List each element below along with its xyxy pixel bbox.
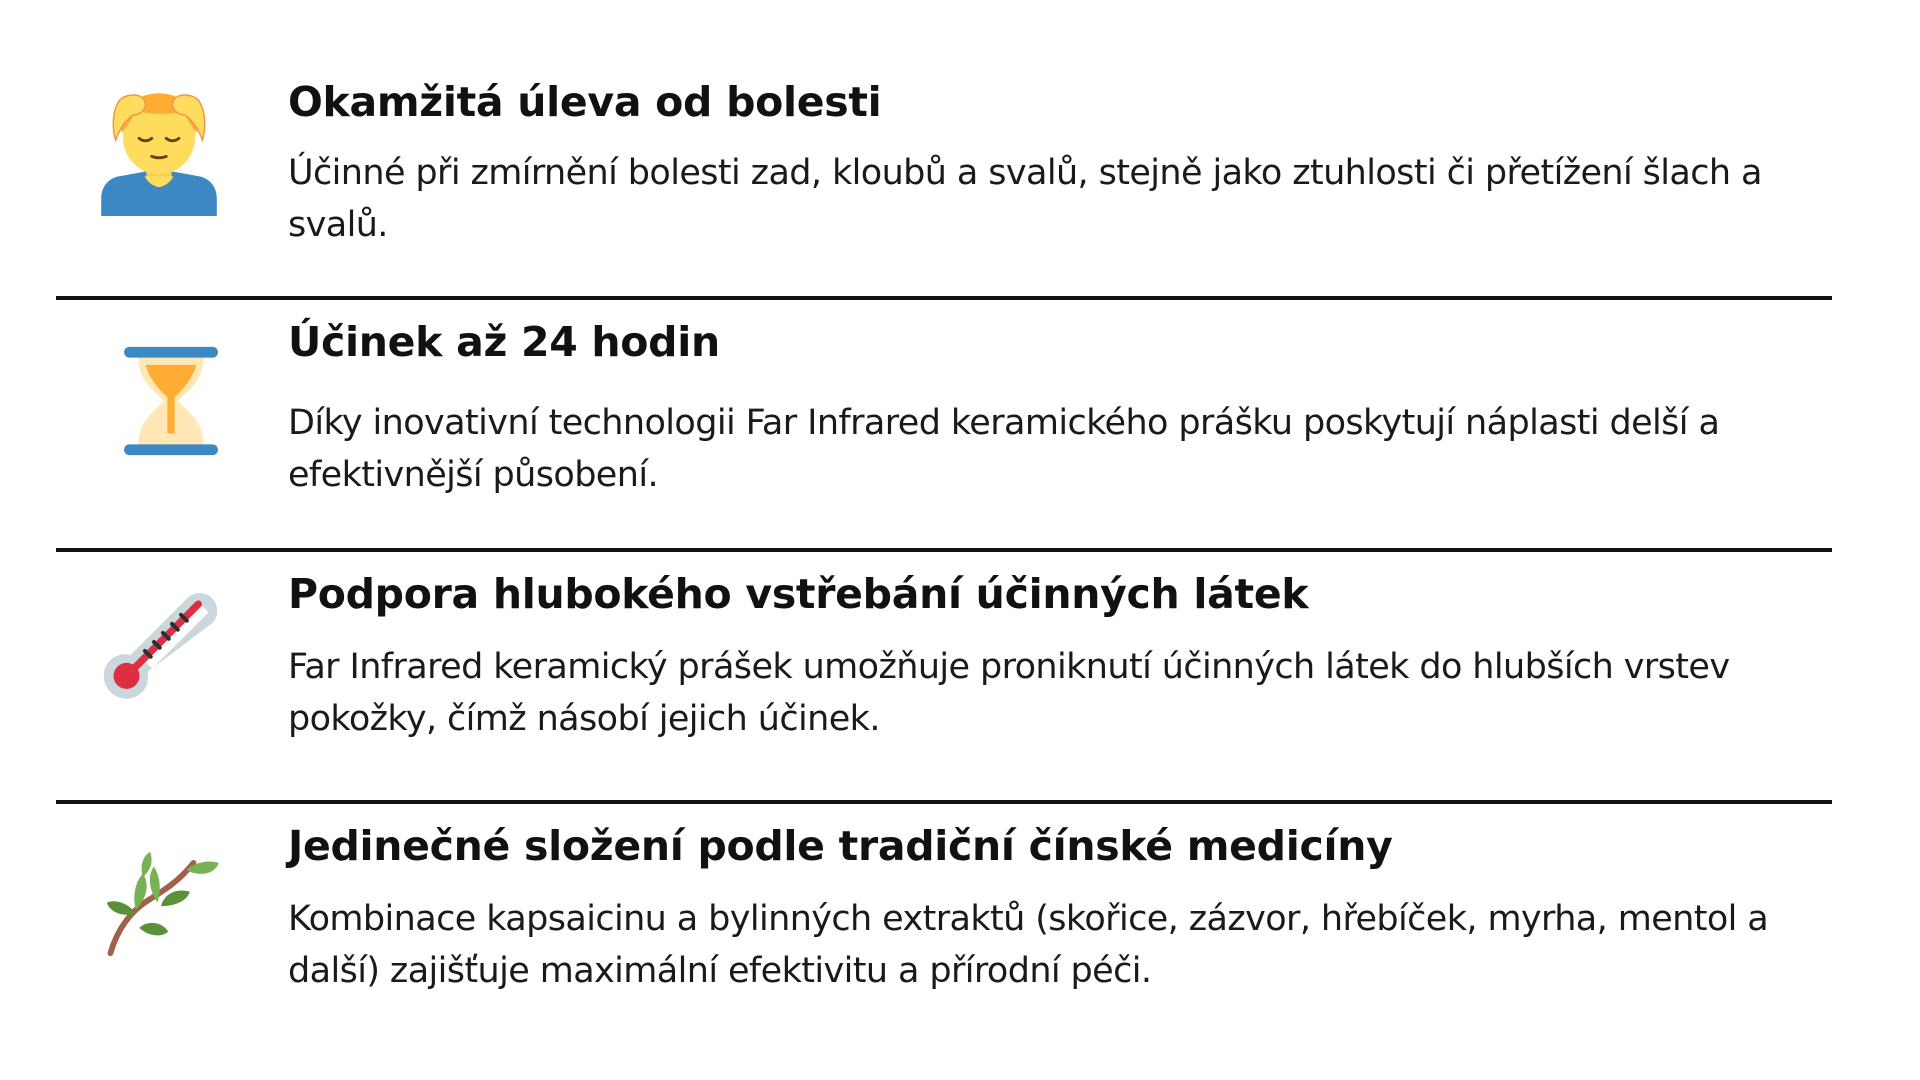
head-massage-person-icon (94, 86, 224, 216)
thermometer-icon (98, 586, 228, 716)
benefit-description: Účinné při zmírnění bolesti zad, kloubů a svalů, stejně jako ztuhlosti či přetížení šlach a svalů. (288, 153, 1762, 246)
benefit-description: Kombinace kapsaicinu a bylinných extraktů (skořice, zázvor, hřebíček, myrha, mentol a další) zajišťuje maximální efektivitu a přírodní péči. (288, 899, 1769, 992)
benefit-title: Účinek až 24 hodin (288, 318, 720, 366)
benefit-description: Far Infrared keramický prášek umožňuje proniknutí účinných látek do hlubších vrstev pokožky, čímž násobí jejich účinek. (288, 647, 1730, 740)
benefit-item (56, 300, 1832, 548)
benefit-item (56, 0, 1832, 296)
benefits-list (56, 0, 1832, 1044)
benefit-description: Díky inovativní technologii Far Infrared keramického prášku poskytují náplasti delší a efektivnější působení. (288, 403, 1720, 496)
benefit-title: Jedinečné složení podle tradiční čínské medicíny (288, 822, 1393, 870)
benefit-text (288, 822, 1828, 997)
benefit-item (56, 804, 1832, 1044)
benefit-text (288, 318, 1828, 501)
benefit-text (288, 570, 1828, 745)
hourglass-icon (106, 336, 236, 466)
benefit-title: Podpora hlubokého vstřebání účinných látek (288, 570, 1309, 618)
benefit-title: Okamžitá úleva od bolesti (288, 78, 882, 126)
benefit-text (288, 78, 1828, 251)
herb-branch-icon (96, 834, 226, 964)
benefit-item (56, 552, 1832, 800)
